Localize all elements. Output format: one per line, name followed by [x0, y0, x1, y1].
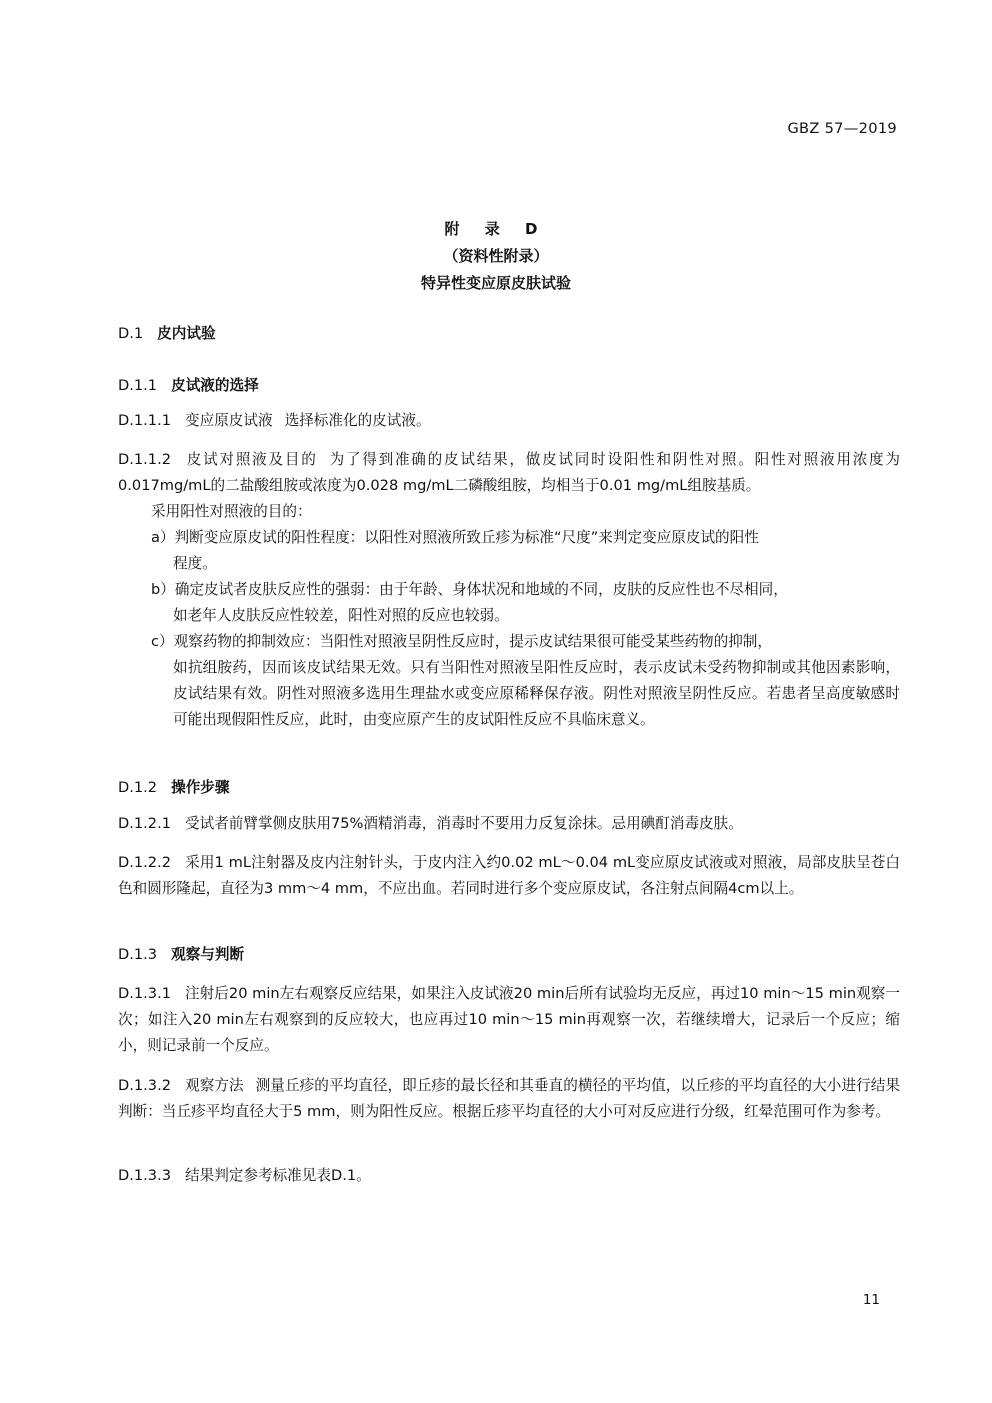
- list-marker: c）: [151, 633, 174, 650]
- section-title: 皮内试验: [157, 325, 216, 342]
- page-number: 11: [862, 1292, 880, 1308]
- clause-d131: [118, 981, 900, 1059]
- appendix-title: 特异性变应原皮肤试验: [420, 274, 571, 292]
- purpose-intro: 采用阳性对照液的目的：: [151, 503, 312, 520]
- list-text-continued: 如抗组胺药，因而该皮试结果无效。只有当阳性对照液呈阳性反应时，表示皮试未受药物抑制或其他因素影响，皮试结果有效。阴性对照液多选用生理盐水或变应原稀释保存液。阴性对照液呈阴性反应。若患者呈高度敏感时可能出现假阳性反应，此时，由变应原产生的皮试阳性反应不具临床意义。: [173, 659, 900, 728]
- clause-d121: [118, 811, 900, 837]
- clause-number: D.1.2.2: [118, 854, 172, 871]
- list-text-continued: 程度。: [173, 555, 217, 572]
- list-text: 观察药物的抑制效应：当阳性对照液呈阴性反应时，提示皮试结果很可能受某些药物的抑制，: [173, 633, 772, 650]
- clause-d132: [118, 1073, 900, 1125]
- clause-text: 测量丘疹的平均直径，即丘疹的最长径和其垂直的横径的平均值，以丘疹的平均直径的大小进行结果判断：当丘疹平均直径大于5 mm，则为阳性反应。根据丘疹平均直径的大小可对反应进行分级，红晕范围可作为参考。: [118, 1077, 900, 1120]
- standard-code: GBZ 57—2019: [787, 120, 897, 137]
- section-number: D.1.3: [118, 946, 158, 963]
- list-marker: b）: [151, 581, 175, 598]
- section-title: 观察与判断: [171, 946, 245, 963]
- clause-d122: [118, 850, 900, 902]
- section-number: D.1.1: [118, 377, 158, 394]
- clause-d111: [118, 408, 900, 434]
- clause-term: 变应原皮试液: [185, 412, 273, 429]
- list-item-a: [151, 525, 900, 577]
- section-title: 皮试液的选择: [171, 377, 259, 394]
- clause-text: 为了得到准确的皮试结果，做皮试同时设阳性和阴性对照。阳性对照液用浓度为0.017mg/mL的二盐酸组胺或浓度为0.028 mg/mL二磷酸组胺，均相当于0.01 mg/mL组胺基质。: [118, 451, 900, 494]
- list-text: 确定皮试者皮肤反应性的强弱：由于年龄、身体状况和地域的不同，皮肤的反应性也不尽相同，: [174, 581, 788, 598]
- section-heading-d13: [118, 943, 244, 964]
- appendix-label: 附 录 D: [444, 220, 548, 238]
- clause-number: D.1.3.3: [118, 1167, 172, 1184]
- section-heading-d12: [118, 776, 229, 797]
- section-heading-d11: [118, 374, 259, 395]
- clause-text: 注射后20 min左右观察反应结果，如果注入皮试液20 min后所有试验均无反应，再过10 min～15 min观察一次；如注入20 min左右观察到的反应较大，也应再过10 min～15 min再观察一次，若继续增大，记录后一个反应；缩小，则记录前一个反应。: [118, 985, 900, 1054]
- clause-number: D.1.3.2: [118, 1077, 172, 1094]
- list-text: 判断变应原皮试的阳性程度：以阳性对照液所致丘疹为标准“尺度”来判定变应原皮试的阳性: [174, 529, 759, 546]
- clause-d133: [118, 1163, 900, 1189]
- section-number: D.1: [118, 325, 144, 342]
- clause-text: 采用1 mL注射器及皮内注射针头，于皮内注入约0.02 mL～0.04 mL变应原皮试液或对照液，局部皮肤呈苍白色和圆形隆起，直径为3 mm～4 mm，不应出血。若同时进行多个变应原皮试，各注射点间隔4cm以上。: [118, 854, 900, 897]
- list-item-c: [151, 629, 900, 733]
- clause-number: D.1.1.2: [118, 451, 172, 468]
- clause-text: 结果判定参考标准见表D.1。: [185, 1167, 371, 1184]
- clause-term: 观察方法: [185, 1077, 244, 1094]
- clause-number: D.1.2.1: [118, 815, 172, 832]
- clause-number: D.1.1.1: [118, 412, 172, 429]
- clause-text: 受试者前臂掌侧皮肤用75%酒精消毒，消毒时不要用力反复涂抹。忌用碘酊消毒皮肤。: [185, 815, 743, 832]
- list-item-b: [151, 577, 900, 629]
- appendix-type: （资料性附录）: [443, 247, 549, 265]
- clause-d112: [118, 447, 900, 499]
- clause-term: 皮试对照液及目的: [185, 451, 318, 468]
- clause-number: D.1.3.1: [118, 985, 172, 1002]
- clause-text: 选择标准化的皮试液。: [284, 412, 431, 429]
- section-heading-d1: [118, 322, 216, 343]
- list-text-continued: 如老年人皮肤反应性较差，阳性对照的反应也较弱。: [173, 607, 509, 624]
- list-marker: a）: [151, 529, 175, 546]
- section-title: 操作步骤: [171, 779, 230, 796]
- section-number: D.1.2: [118, 779, 158, 796]
